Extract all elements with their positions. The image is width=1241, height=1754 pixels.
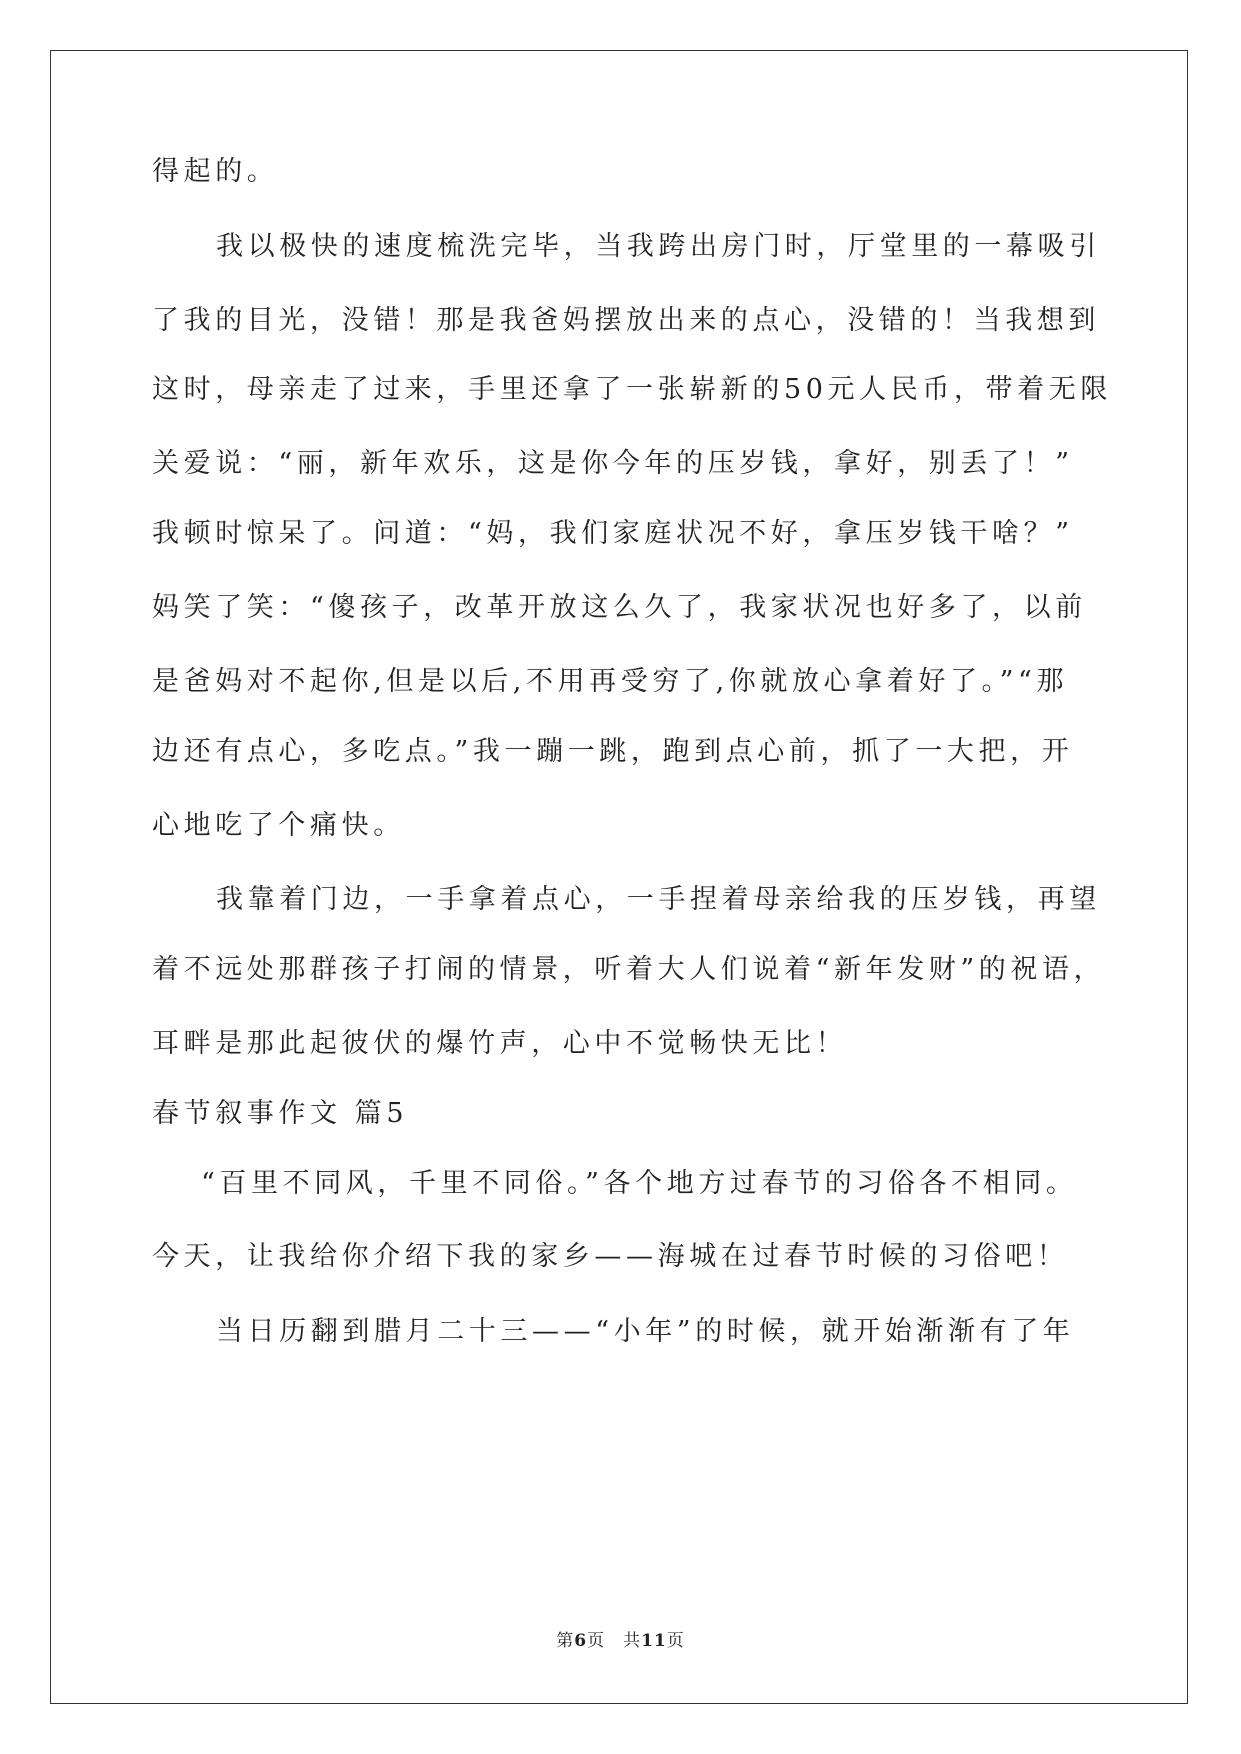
text-line: 这时，母亲走了过来，手里还拿了一张崭新的50元人民币，带着无限 [152,374,1112,405]
text-line: 边还有点心，多吃点。”我一蹦一跳，跑到点心前，抓了一大把，开 [152,736,1074,767]
current-page-number: 6 [574,1631,588,1651]
text-line: 关爱说：“丽，新年欢乐，这是你今年的压岁钱，拿好，别丢了！” [152,448,1074,479]
footer-suffix: 页 [666,1631,685,1651]
text-line: 着不远处那群孩子打闹的情景，听着大人们说着“新年发财”的祝语， [152,954,1106,985]
text-line: 妈笑了笑：“傻孩子，改革开放这么久了，我家状况也好多了，以前 [152,592,1087,623]
text-line: 得起的。 [152,156,279,187]
text-line: 耳畔是那此起彼伏的爆竹声，心中不觉畅快无比！ [152,1028,848,1059]
page-border [50,50,1188,1704]
text-line: 是爸妈对不起你,但是以后,不用再受穷了,你就放心拿着好了。”“那 [152,666,1069,697]
text-line: 心地吃了个痛快。 [152,810,405,841]
footer-prefix: 第 [556,1631,575,1651]
text-line: 了我的目光，没错！那是我爸妈摆放出来的点心，没错的！当我想到 [152,305,1100,336]
text-line: 当日历翻到腊月二十三——“小年”的时候，就开始渐渐有了年 [216,1316,1075,1347]
text-line: 今天，让我给你介绍下我的家乡——海城在过春节时候的习俗吧！ [152,1241,1069,1272]
text-line: 我顿时惊呆了。问道：“妈，我们家庭状况不好，拿压岁钱干啥？” [152,518,1074,549]
total-page-number: 11 [641,1631,667,1651]
text-line: “百里不同风，千里不同俗。”各个地方过春节的习俗各不相同。 [201,1168,1078,1199]
text-line: 我以极快的速度梳洗完毕，当我跨出房门时，厅堂里的一幕吸引 [216,231,1101,262]
page-footer [0,1626,1241,1651]
footer-mid: 页 共 [587,1631,642,1651]
section-heading: 春节叙事作文 篇5 [152,1098,409,1129]
text-line: 我靠着门边，一手拿着点心，一手捏着母亲给我的压岁钱，再望 [216,884,1101,915]
